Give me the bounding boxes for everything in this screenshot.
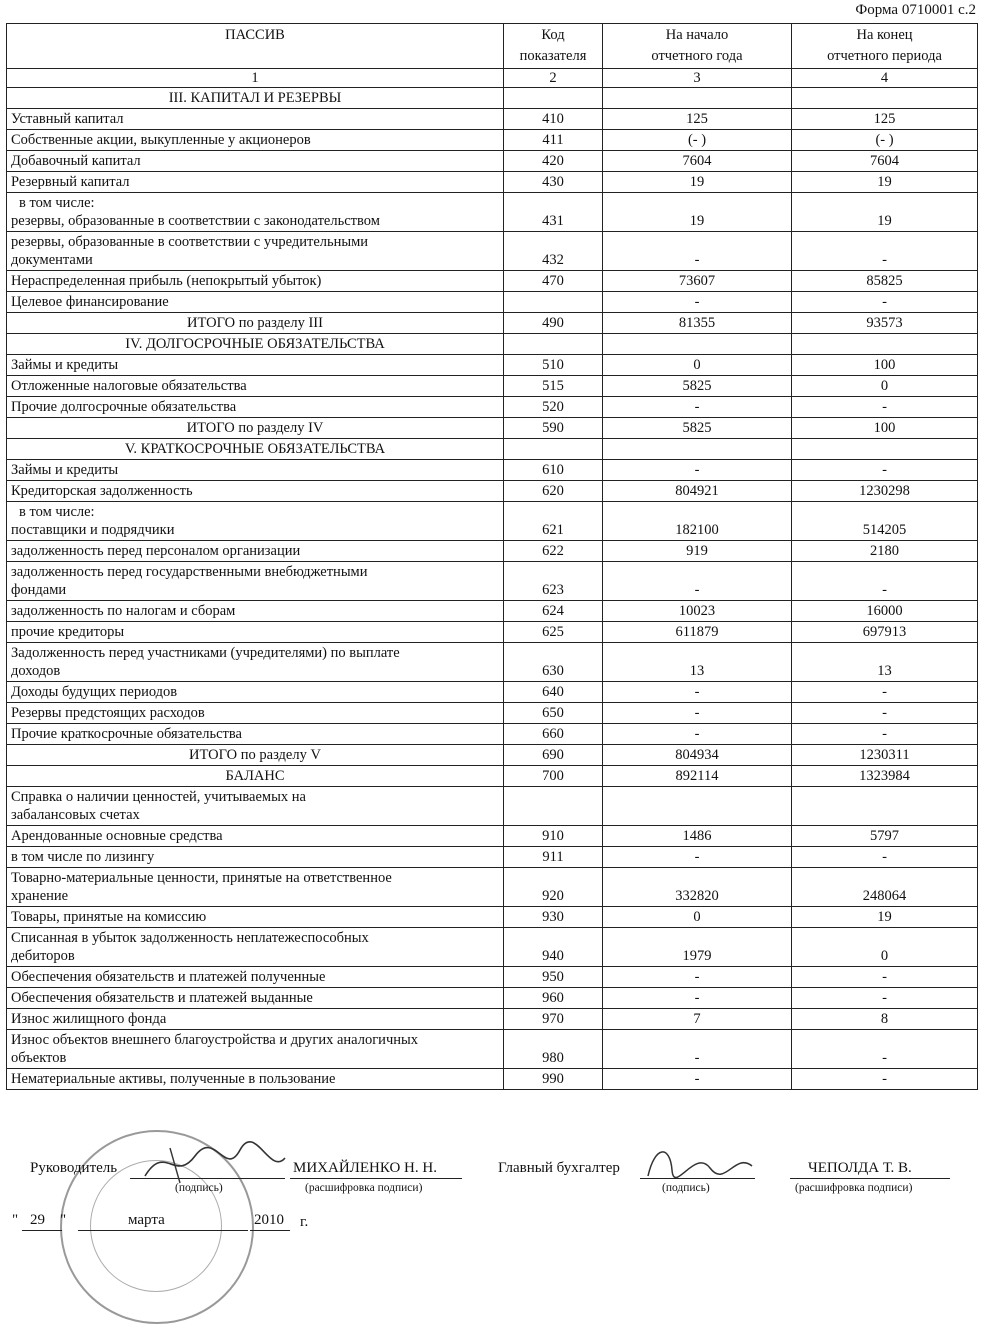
row-label: ИТОГО по разделу IV [7, 418, 504, 439]
table-row [7, 130, 978, 151]
row-label: Кредиторская задолженность [7, 481, 504, 502]
liabilities-table [6, 23, 978, 1090]
row-end-value: 13 [792, 643, 978, 682]
row-code: 620 [504, 481, 603, 502]
row-end-value: 2180 [792, 541, 978, 562]
col-num-4: 4 [792, 69, 978, 88]
row-start-value: - [603, 967, 792, 988]
row-start-value: 73607 [603, 271, 792, 292]
row-code: 621 [504, 502, 603, 541]
row-end-value: 19 [792, 172, 978, 193]
row-start-value: 892114 [603, 766, 792, 787]
total-row [7, 745, 978, 766]
row-start-value: 1486 [603, 826, 792, 847]
date-suffix: г. [300, 1214, 309, 1230]
row-label: ИТОГО по разделу III [7, 313, 504, 334]
header-start: На начало отчетного года [603, 24, 792, 69]
table-row [7, 1030, 978, 1069]
row-end-value: 0 [792, 376, 978, 397]
row-end-value: 125 [792, 109, 978, 130]
row-start-value: 125 [603, 109, 792, 130]
chief-accountant-label: Главный бухгалтер [498, 1160, 620, 1176]
row-code: 624 [504, 601, 603, 622]
row-end-value: 697913 [792, 622, 978, 643]
row-label: ИТОГО по разделу V [7, 745, 504, 766]
section-header-row [7, 439, 978, 460]
row-start-value: 0 [603, 907, 792, 928]
table-row [7, 967, 978, 988]
row-start-value: - [603, 682, 792, 703]
row-label: прочие кредиторы [7, 622, 504, 643]
row-label: Нераспределенная прибыль (непокрытый убыток) [7, 271, 504, 292]
row-start-value: 13 [603, 643, 792, 682]
row-start-value: - [603, 232, 792, 271]
row-start-value: 919 [603, 541, 792, 562]
section-title-3: III. КАПИТАЛ И РЕЗЕРВЫ [7, 88, 504, 109]
row-start-value: 81355 [603, 313, 792, 334]
date-year: 2010 [254, 1212, 284, 1228]
table-row [7, 622, 978, 643]
row-end-value: 85825 [792, 271, 978, 292]
row-label: Прочие краткосрочные обязательства [7, 724, 504, 745]
table-row [7, 271, 978, 292]
table-row [7, 232, 978, 271]
table-row [7, 724, 978, 745]
row-start-value: 0 [603, 355, 792, 376]
table-row [7, 193, 978, 232]
col-num-1: 1 [7, 69, 504, 88]
row-end-value: - [792, 397, 978, 418]
row-label: Прочие долгосрочные обязательства [7, 397, 504, 418]
table-row [7, 928, 978, 967]
row-end-value: - [792, 724, 978, 745]
table-row [7, 988, 978, 1009]
row-label: Товарно-материальные ценности, принятые на ответственное хранение [7, 868, 504, 907]
row-start-value: - [603, 397, 792, 418]
row-end-value: 5797 [792, 826, 978, 847]
row-code [504, 292, 603, 313]
head-signature-caption: (подпись) [175, 1182, 223, 1194]
row-label: в том числе: поставщики и подрядчики [7, 502, 504, 541]
table-row [7, 562, 978, 601]
row-start-value: - [603, 1030, 792, 1069]
row-start-value: 5825 [603, 376, 792, 397]
table-row [7, 682, 978, 703]
row-start-value: 10023 [603, 601, 792, 622]
header-end: На конец отчетного периода [792, 24, 978, 69]
row-label: Доходы будущих периодов [7, 682, 504, 703]
row-label: Отложенные налоговые обязательства [7, 376, 504, 397]
table-row [7, 643, 978, 682]
row-code: 432 [504, 232, 603, 271]
row-code: 515 [504, 376, 603, 397]
row-end-value: - [792, 292, 978, 313]
table-row [7, 703, 978, 724]
accountant-signature-scribble [640, 1140, 760, 1184]
row-code: 930 [504, 907, 603, 928]
row-end-value: 1230298 [792, 481, 978, 502]
row-start-value: - [603, 562, 792, 601]
date-day-line [22, 1230, 62, 1231]
row-end-value: 19 [792, 193, 978, 232]
table-row [7, 151, 978, 172]
row-end-value: - [792, 562, 978, 601]
row-code: 411 [504, 130, 603, 151]
row-label: Займы и кредиты [7, 460, 504, 481]
head-decode-caption: (расшифровка подписи) [305, 1182, 423, 1194]
row-end-value: - [792, 682, 978, 703]
row-start-value: - [603, 703, 792, 724]
row-start-value: 5825 [603, 418, 792, 439]
table-row [7, 460, 978, 481]
row-end-value: - [792, 1030, 978, 1069]
section-title-4: IV. ДОЛГОСРОЧНЫЕ ОБЯЗАТЕЛЬСТВА [7, 334, 504, 355]
row-code: 490 [504, 313, 603, 334]
row-label: Целевое финансирование [7, 292, 504, 313]
row-code: 950 [504, 967, 603, 988]
col-num-2: 2 [504, 69, 603, 88]
row-start-value: - [603, 460, 792, 481]
row-code: 970 [504, 1009, 603, 1030]
table-row [7, 109, 978, 130]
row-label: задолженность перед персоналом организации [7, 541, 504, 562]
row-end-value: 1230311 [792, 745, 978, 766]
accountant-name-line [790, 1178, 950, 1179]
row-end-value: 93573 [792, 313, 978, 334]
header-code: Код показателя [504, 24, 603, 69]
row-code: 610 [504, 460, 603, 481]
row-label: Износ объектов внешнего благоустройства и других аналогичных объектов [7, 1030, 504, 1069]
row-code: 470 [504, 271, 603, 292]
table-header-row [7, 24, 978, 69]
table-row [7, 868, 978, 907]
row-label: Списанная в убыток задолженность неплатежеспособных дебиторов [7, 928, 504, 967]
column-number-row [7, 69, 978, 88]
col-num-3: 3 [603, 69, 792, 88]
row-code: 940 [504, 928, 603, 967]
table-row [7, 1069, 978, 1090]
row-start-value: 19 [603, 193, 792, 232]
section-title-5: V. КРАТКОСРОЧНЫЕ ОБЯЗАТЕЛЬСТВА [7, 439, 504, 460]
section-header-row [7, 787, 978, 826]
row-end-value: - [792, 967, 978, 988]
row-start-value: 804934 [603, 745, 792, 766]
row-code: 700 [504, 766, 603, 787]
row-label: БАЛАНС [7, 766, 504, 787]
accountant-signature-caption: (подпись) [662, 1182, 710, 1194]
row-label: Обеспечения обязательств и платежей полученные [7, 967, 504, 988]
row-label: Нематериальные активы, полученные в пользование [7, 1069, 504, 1090]
row-end-value: 100 [792, 418, 978, 439]
row-code: 590 [504, 418, 603, 439]
row-end-value: - [792, 847, 978, 868]
row-label: Износ жилищного фонда [7, 1009, 504, 1030]
row-code: 623 [504, 562, 603, 601]
date-month-line [78, 1230, 248, 1231]
row-start-value: 7 [603, 1009, 792, 1030]
row-code: 520 [504, 397, 603, 418]
row-end-value: 7604 [792, 151, 978, 172]
date-year-line [250, 1230, 290, 1231]
head-name: МИХАЙЛЕНКО Н. Н. [293, 1160, 437, 1176]
row-start-value: 7604 [603, 151, 792, 172]
date-open-quote: " [12, 1212, 19, 1228]
row-label: задолженность по налогам и сборам [7, 601, 504, 622]
table-row [7, 376, 978, 397]
row-label: Займы и кредиты [7, 355, 504, 376]
row-start-value: (- ) [603, 130, 792, 151]
row-label: Товары, принятые на комиссию [7, 907, 504, 928]
row-start-value: 804921 [603, 481, 792, 502]
row-code: 911 [504, 847, 603, 868]
table-row [7, 481, 978, 502]
date-month: марта [128, 1212, 165, 1228]
row-label: резервы, образованные в соответствии с учредительными документами [7, 232, 504, 271]
row-code: 431 [504, 193, 603, 232]
row-label: Уставный капитал [7, 109, 504, 130]
row-code: 910 [504, 826, 603, 847]
head-signature-scribble [140, 1138, 290, 1188]
table-row [7, 541, 978, 562]
row-code: 660 [504, 724, 603, 745]
table-row [7, 847, 978, 868]
row-end-value: 16000 [792, 601, 978, 622]
date-close-quote: " [60, 1212, 67, 1228]
table-row [7, 397, 978, 418]
date-day: 29 [30, 1212, 45, 1228]
row-start-value: - [603, 847, 792, 868]
row-end-value: 0 [792, 928, 978, 967]
row-start-value: 611879 [603, 622, 792, 643]
row-code: 410 [504, 109, 603, 130]
row-end-value: 514205 [792, 502, 978, 541]
row-code: 430 [504, 172, 603, 193]
row-label: в том числе по лизингу [7, 847, 504, 868]
table-row [7, 826, 978, 847]
balance-row [7, 766, 978, 787]
table-row [7, 355, 978, 376]
row-end-value: 19 [792, 907, 978, 928]
row-code: 980 [504, 1030, 603, 1069]
row-code: 650 [504, 703, 603, 724]
row-code: 630 [504, 643, 603, 682]
row-label: Резервный капитал [7, 172, 504, 193]
row-end-value: - [792, 988, 978, 1009]
head-label: Руководитель [30, 1160, 118, 1176]
table-row [7, 601, 978, 622]
row-end-value: 8 [792, 1009, 978, 1030]
section-header-row [7, 334, 978, 355]
row-end-value: - [792, 460, 978, 481]
row-end-value: - [792, 1069, 978, 1090]
row-code: 510 [504, 355, 603, 376]
row-end-value: 248064 [792, 868, 978, 907]
row-label: в том числе: резервы, образованные в соответствии с законодательством [7, 193, 504, 232]
table-row [7, 907, 978, 928]
row-end-value: - [792, 703, 978, 724]
row-code: 640 [504, 682, 603, 703]
section-header-row [7, 88, 978, 109]
form-number: Форма 0710001 с.2 [855, 2, 976, 18]
total-row [7, 418, 978, 439]
head-name-line [290, 1178, 462, 1179]
accountant-decode-caption: (расшифровка подписи) [795, 1182, 913, 1194]
row-code: 990 [504, 1069, 603, 1090]
row-label: Обеспечения обязательств и платежей выданные [7, 988, 504, 1009]
table-row [7, 502, 978, 541]
table-row [7, 292, 978, 313]
row-label: Резервы предстоящих расходов [7, 703, 504, 724]
row-code: 420 [504, 151, 603, 172]
row-end-value: 1323984 [792, 766, 978, 787]
header-liabilities: ПАССИВ [7, 24, 504, 69]
row-code: 625 [504, 622, 603, 643]
row-start-value: 182100 [603, 502, 792, 541]
total-row [7, 313, 978, 334]
row-start-value: 1979 [603, 928, 792, 967]
off-balance-title: Справка о наличии ценностей, учитываемых на забалансовых счетах [7, 787, 504, 826]
table-row [7, 1009, 978, 1030]
row-label: Добавочный капитал [7, 151, 504, 172]
row-start-value: - [603, 988, 792, 1009]
row-start-value: - [603, 1069, 792, 1090]
row-start-value: 332820 [603, 868, 792, 907]
row-start-value: - [603, 724, 792, 745]
row-code: 622 [504, 541, 603, 562]
row-end-value: (- ) [792, 130, 978, 151]
row-code: 920 [504, 868, 603, 907]
row-code: 960 [504, 988, 603, 1009]
row-label: Собственные акции, выкупленные у акционеров [7, 130, 504, 151]
row-end-value: 100 [792, 355, 978, 376]
row-label: задолженность перед государственными внебюджетными фондами [7, 562, 504, 601]
row-end-value: - [792, 232, 978, 271]
row-label: Арендованные основные средства [7, 826, 504, 847]
row-code: 690 [504, 745, 603, 766]
row-start-value: 19 [603, 172, 792, 193]
chief-accountant-name: ЧЕПОЛДА Т. В. [808, 1160, 912, 1176]
row-start-value: - [603, 292, 792, 313]
table-row [7, 172, 978, 193]
row-label: Задолженность перед участниками (учредителями) по выплате доходов [7, 643, 504, 682]
